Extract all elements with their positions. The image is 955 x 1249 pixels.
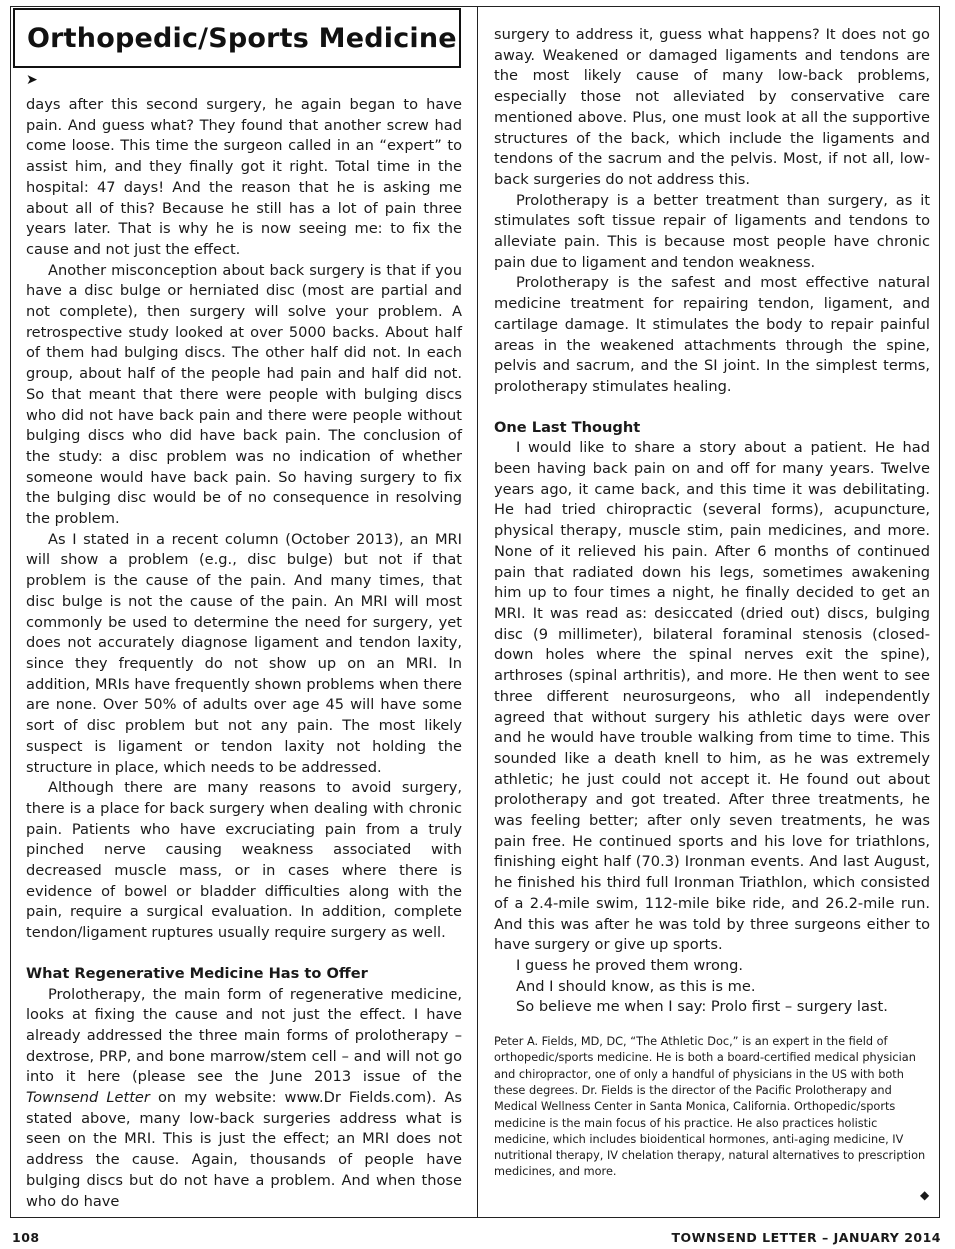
subheading-one-last-thought: One Last Thought <box>494 418 641 436</box>
end-of-article-diamond-icon: ◆ <box>920 1188 930 1202</box>
spacer <box>26 944 462 964</box>
subheading-regenerative-medicine: What Regenerative Medicine Has to Offer <box>26 964 368 982</box>
left-paragraph-1: days after this second surgery, he again began to have pain. And guess what? They found that another screw had come loose. This time the surgeon called in an “expert” to assist him, and they finally got it right. Total time in the hospital: 47 days! And the reason that he is asking me about all of this? Because he still has a lot of pain three years later. That is why he is now seeing me: to fix the cause and not just the effect. <box>26 96 462 258</box>
page-number: 108 <box>12 1230 40 1245</box>
right-paragraph-1: surgery to address it, guess what happens? It does not go away. Weakened or damaged ligaments and tendons are the most likely cause of many low-back problems, especially those not alleviated by conservative care mentioned above. Plus, one must look at all the supportive structures of the back, which include the ligaments and tendons of the sacrum and the pelvis. Most, if not all, low-back surgeries do not address this. <box>494 26 930 188</box>
publication-title-italic: Townsend Letter <box>26 1089 150 1107</box>
left-column <box>26 95 462 1212</box>
continued-arrow-icon: ➤ <box>26 72 38 88</box>
right-paragraph-2: Prolotherapy is a better treatment than surgery, as it stimulates soft tissue repair of ligaments and tendons to alleviate pain. This is because most people have chronic pain due to ligament and tendon weakness. <box>494 191 930 271</box>
right-paragraph-4: I would like to share a story about a patient. He had been having back pain on and off for many years. Twelve years ago, it came back, and this time it was debilitating. He had tried chiropractic (several forms), acupuncture, physical therapy, muscle stim, pain medicines, and more. None of it relieved his pain. After 6 months of continued pain that radiated down his legs, sometimes awakening him up to four times a night, he finally decided to get an MRI. It was read as: desiccated (dried out) discs, bulging disc (9 millimeter), bilateral foraminal stenosis (closed-down holes where the spinal nerves exit the spine), arthroses (spinal arthritis), and more. He then went to see three different neurosurgeons, who all independently agreed that without surgery his athletic days were over and he would have trouble walking from time to time. This sounded like a death knell to him, as he was extremely athletic; he just could not accept it. He found out about prolotherapy and got treated. After three treatments, he was feeling better; after only seven treatments, he was pain free. He continued sports and his love for triathlons, finishing eight half (70.3) Ironman events. And last August, he finished his third full Ironman Triathlon, which consisted of a 2.4-mile swim, 112-mile bike ride, and 26.2-mile run. And this was after he was told by three surgeons either to have surgery or give up sports. <box>494 439 930 954</box>
section-header-box <box>13 8 461 68</box>
left-paragraph-4: Although there are many reasons to avoid surgery, there is a place for back surgery when dealing with chronic pain. Patients who have excruciating pain from a truly pinched nerve causing weakness associated with decreased muscle mass, or in cases where there is evidence of bowel or bladder difficulties along with the pain, require a surgical evaluation. In addition, complete tendon/ligament ruptures usually require surgery as well. <box>26 779 462 942</box>
author-bio <box>494 1034 930 1181</box>
right-paragraph-6: And I should know, as this is me. <box>516 977 756 995</box>
spacer <box>494 398 930 418</box>
left-paragraph-5-part-b: on my website: www.Dr Fields.com). As stated above, many low-back surgeries address what is seen on the MRI. This is just the effect; an MRI does not address the cause. Again, thousands of people have bulging discs but do not have a problem. And when those who do have <box>26 1089 462 1210</box>
right-column <box>494 25 930 1181</box>
left-paragraph-5-part-a: Prolotherapy, the main form of regenerative medicine, looks at fixing the cause and not just the effect. I have already addressed the three main forms of prolotherapy – dextrose, PRP, and bone marrow/stem cell – and will not go into it here (please see the June 2013 issue of the <box>26 985 462 1086</box>
left-paragraph-5 <box>26 985 462 1213</box>
left-paragraph-3: As I stated in a recent column (October 2013), an MRI will show a problem (e.g., disc bulge) but not if that problem is the cause of the pain. And many times, that disc bulge is not the cause of the pain. An MRI will most commonly be used to determine the need for surgery, yet does not accurately diagnose ligament and tendon laxity, since they frequently do not show up on an MRI. In addition, MRIs have frequently shown problems when there are none. Over 50% of adults over age 45 will have some sort of disc problem but not any pain. The most likely suspect is ligament or tendon laxity not holding the structure in place, which needs to be addressed. <box>26 530 462 776</box>
author-bio-text: Peter A. Fields, MD, DC, “The Athletic Doc,” is an expert in the field of orthopedic/sports medicine. He is both a board-certified medical physician and chiropractor, one of only a handful of physicians in the US with both these degrees. Dr. Fields is the director of the Pacific Prolotherapy and Medical Wellness Center in Santa Monica, California. Orthopedic/sports medicine is the main focus of his practice. He also practices holistic medicine, which includes bioidentical hormones, anti-aging medicine, IV nutritional therapy, IV chelation therapy, natural alternatives to prescription medicines, and more. <box>494 1035 926 1179</box>
right-paragraph-7: So believe me when I say: Prolo first – surgery last. <box>516 998 888 1016</box>
left-paragraph-2: Another misconception about back surgery is that if you have a disc bulge or herniated disc (most are partial and not complete), then surgery will solve your problem. A retrospective study looked at over 5000 backs. About half of them had bulging discs. The other half did not. In each group, about half of the people had pain and half did not. So that meant that there were people with bulging discs who did not have back pain and there were people without bulging discs who did have back pain. The conclusion of the study: a disc problem was no indication of whether someone would have back pain. So having surgery to fix the bulging disc would be of no consequence in resolving the problem. <box>26 261 462 528</box>
section-title: Orthopedic/Sports Medicine <box>27 22 457 54</box>
publication-footer: TOWNSEND LETTER – JANUARY 2014 <box>671 1230 941 1245</box>
right-paragraph-5: I guess he proved them wrong. <box>516 956 744 974</box>
column-divider <box>477 6 478 1218</box>
right-paragraph-3: Prolotherapy is the safest and most effective natural medicine treatment for repairing tendon, ligament, and cartilage damage. It stimulates the body to repair painful areas in the weakened attachments through the spine, pelvis and sacrum, and the SI joint. In the simplest terms, prolotherapy stimulates healing. <box>494 274 930 395</box>
